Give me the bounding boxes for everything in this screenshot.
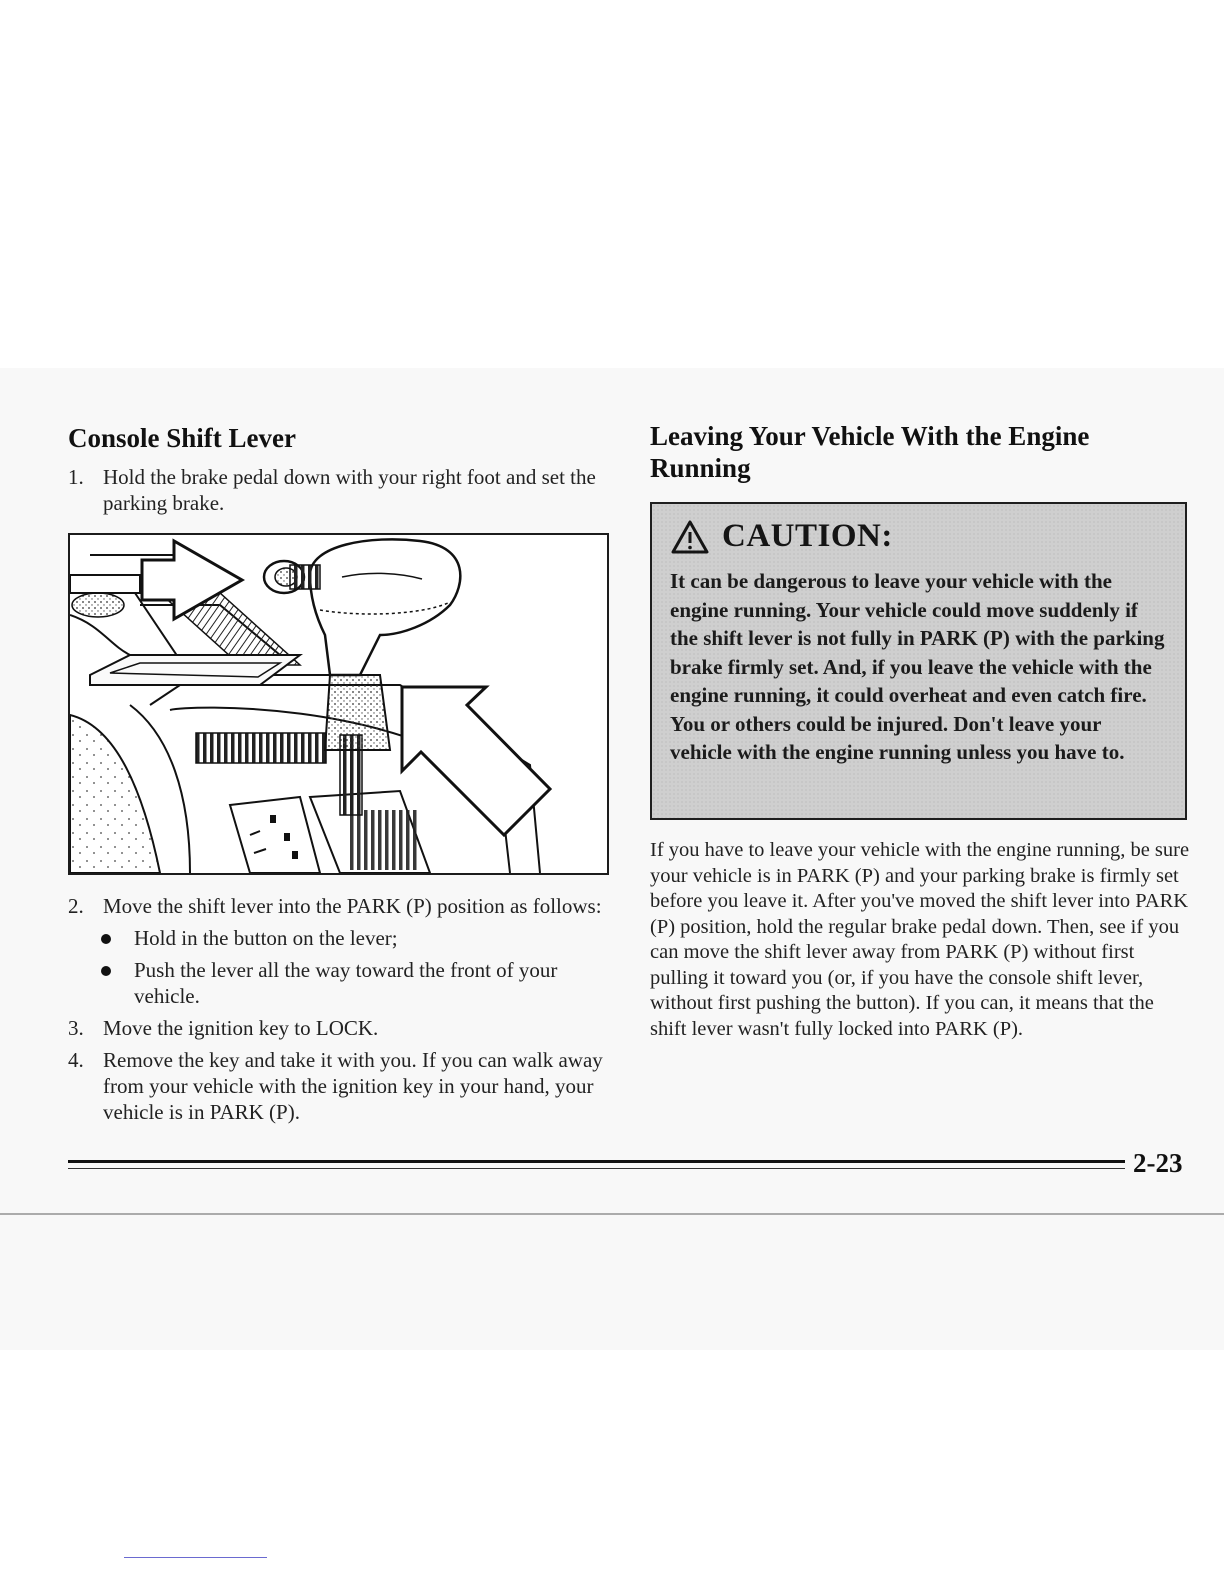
page-number: 2-23: [1133, 1148, 1183, 1178]
step-4: [68, 1047, 613, 1125]
step-number: 4.: [68, 1048, 84, 1072]
step-3: [68, 1015, 613, 1041]
caution-box: [650, 502, 1187, 820]
bullet-item: [101, 957, 613, 1009]
step-text: Remove the key and take it with you. If you can walk away from your vehicle with the ignition key in your hand, your vehicle is in PARK (P).: [103, 1048, 603, 1124]
caution-text: It can be dangerous to leave your vehicle with the engine running. Your vehicle could move suddenly if the shift lever is not fully in PARK (P) with the parking brake firmly set. And, if you leave the vehicle with the engine running, it could overheat and even catch fire. You or others could be injured. Don't leave your vehicle with the engine running unless you have to.: [670, 569, 1165, 764]
step-number: 3.: [68, 1016, 84, 1040]
step-text: Move the shift lever into the PARK (P) position as follows:: [103, 894, 602, 918]
section-title-leaving-vehicle: Leaving Your Vehicle With the Engine Running: [650, 421, 1090, 483]
step-number: 1.: [68, 465, 84, 489]
bullet-dot-icon: [101, 966, 111, 976]
footer-rule-thin: [68, 1168, 1125, 1169]
shift-lever-drawing: [70, 535, 607, 873]
steps-list: [68, 893, 613, 1125]
warning-triangle-icon: [670, 519, 710, 555]
body-paragraph: If you have to leave your vehicle with the engine running, be sure your vehicle is in PARK (P) and your parking brake is firmly set before you leave it. After you've moved the shift lever into PARK (P) position, hold the regular brake pedal down. Then, see if you can move the shift lever away from PARK (P) without first pulling it toward you (or, if you have the console shift lever, without first pushing the button). If you can, it means that the shift lever wasn't fully locked into PARK (P).: [650, 839, 1190, 1040]
right-column: [650, 420, 1195, 1042]
step-text: Move the ignition key to LOCK.: [103, 1016, 379, 1040]
scan-mark: [124, 1557, 267, 1558]
bullet-text: Push the lever all the way toward the front of your vehicle.: [134, 958, 558, 1008]
caution-header: [670, 518, 1167, 555]
scan-edge-line: [0, 1213, 1224, 1215]
step-number: 2.: [68, 894, 84, 918]
step-2: [68, 893, 613, 919]
left-column: [68, 420, 613, 1131]
bullet-dot-icon: [101, 934, 111, 944]
bullet-list: [68, 925, 613, 1009]
step-text: Hold the brake pedal down with your right foot and set the parking brake.: [103, 465, 596, 515]
shift-lever-illustration: [68, 533, 609, 875]
caution-title: CAUTION:: [722, 518, 893, 554]
step-1: [68, 464, 613, 516]
footer-rule: [68, 1160, 1125, 1163]
bullet-item: [101, 925, 613, 951]
section-title-console-shift-lever: Console Shift Lever: [68, 423, 296, 453]
bullet-text: Hold in the button on the lever;: [134, 926, 398, 950]
